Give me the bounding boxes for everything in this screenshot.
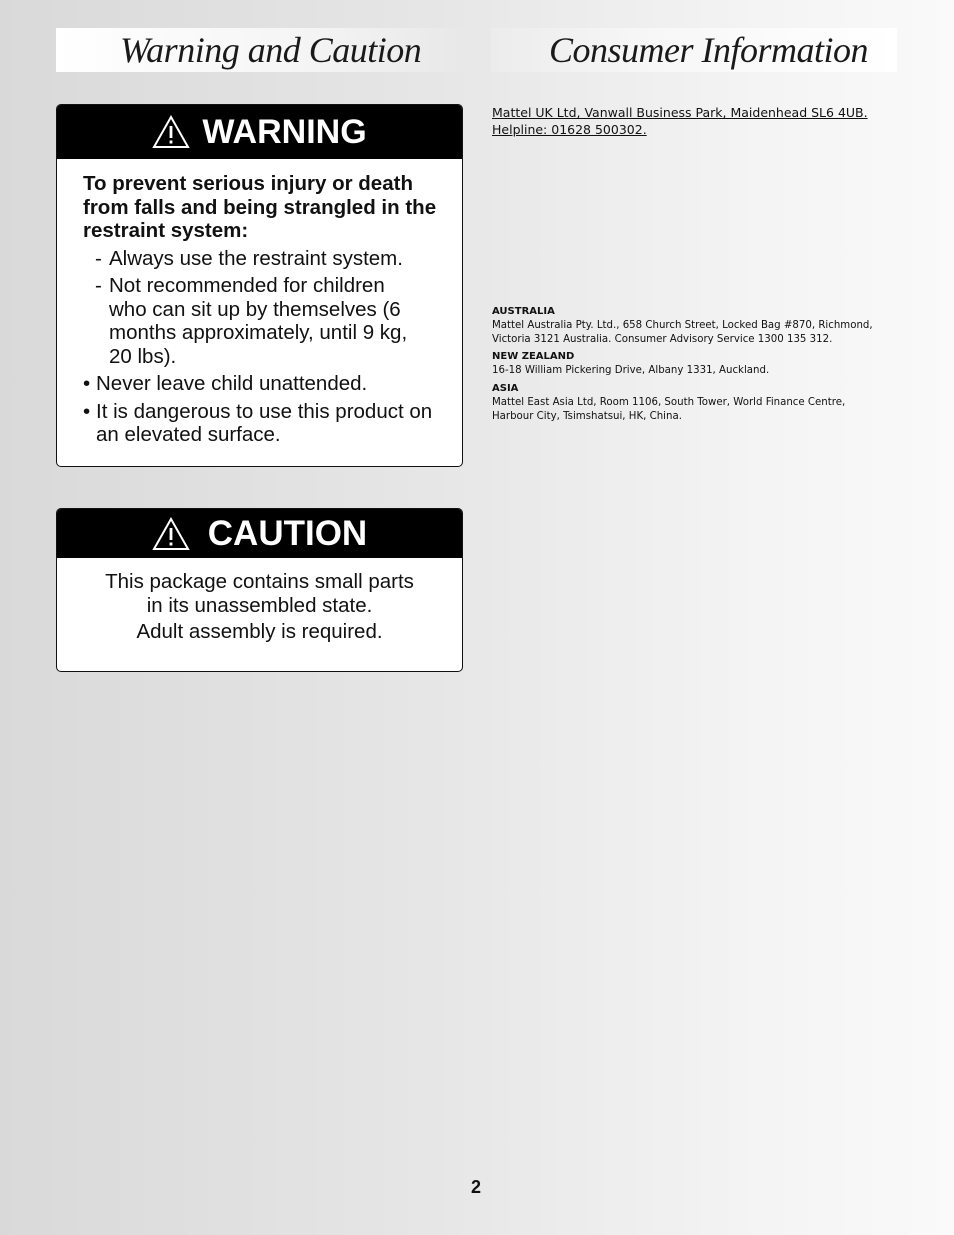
warning-header — [57, 105, 462, 159]
uk-address-line: Mattel UK Ltd, Vanwall Business Park, Maidenhead SL6 4UB. — [492, 105, 868, 120]
caution-body — [57, 558, 462, 644]
dash-marker: - — [95, 246, 102, 270]
region-australia — [492, 305, 873, 347]
region-address-line: Harbour City, Tsimshatsui, HK, China. — [492, 411, 682, 422]
caution-line: This package contains small parts — [105, 570, 414, 593]
warning-bullet-text: It is dangerous to use this product on an elevated surface. — [96, 399, 433, 446]
region-name: AUSTRALIA — [492, 306, 555, 317]
region-name: NEW ZEALAND — [492, 351, 575, 362]
warning-body — [57, 159, 462, 447]
warning-bullet-item — [83, 400, 462, 447]
caution-header — [57, 509, 462, 558]
uk-contact — [492, 104, 868, 138]
warning-dash-text: Always use the restraint system. — [109, 246, 403, 270]
warning-triangle-icon — [152, 517, 190, 551]
caution-line: in its unassembled state. — [146, 593, 373, 617]
warning-dash-item — [95, 274, 462, 368]
caution-line: Adult assembly is required. — [136, 620, 383, 643]
bullet-marker: • — [83, 399, 91, 423]
region-address-line: Victoria 3121 Australia. Consumer Advisory Service 1300 135 312. — [492, 334, 833, 345]
region-address-line: 16-18 William Pickering Drive, Albany 1331, Auckland. — [492, 365, 770, 376]
region-address-line: Mattel East Asia Ltd, Room 1106, South Tower, World Finance Centre, — [492, 397, 846, 408]
region-name: ASIA — [492, 383, 519, 394]
section-title-warning-caution: Warning and Caution — [120, 30, 422, 70]
warning-intro: To prevent serious injury or death from falls and being strangled in the restraint system: — [83, 172, 437, 242]
warning-triangle-icon — [152, 115, 190, 149]
region-asia — [492, 382, 845, 424]
region-address-line: Mattel Australia Pty. Ltd., 658 Church Street, Locked Bag #870, Richmond, — [492, 320, 873, 331]
warning-box — [56, 104, 463, 467]
warning-dash-text: Not recommended for children who can sit up by themselves (6 months approximately, until 9 kg, 20 lbs). — [109, 274, 408, 368]
caution-title: CAUTION — [207, 513, 368, 553]
page-number: 2 — [470, 1177, 481, 1197]
caution-box — [56, 508, 463, 672]
uk-helpline-line: Helpline: 01628 500302. — [492, 122, 647, 137]
warning-dash-item — [95, 247, 462, 271]
dash-marker: - — [95, 274, 102, 297]
region-new-zealand — [492, 350, 769, 378]
warning-bullet-text: Never leave child unattended. — [96, 372, 368, 395]
warning-caution-header — [56, 28, 463, 72]
section-title-consumer-info: Consumer Information — [549, 30, 869, 70]
warning-title: WARNING — [202, 112, 367, 151]
warning-bullet-item — [83, 372, 462, 396]
consumer-info-header — [491, 28, 897, 72]
bullet-marker: • — [83, 372, 91, 395]
